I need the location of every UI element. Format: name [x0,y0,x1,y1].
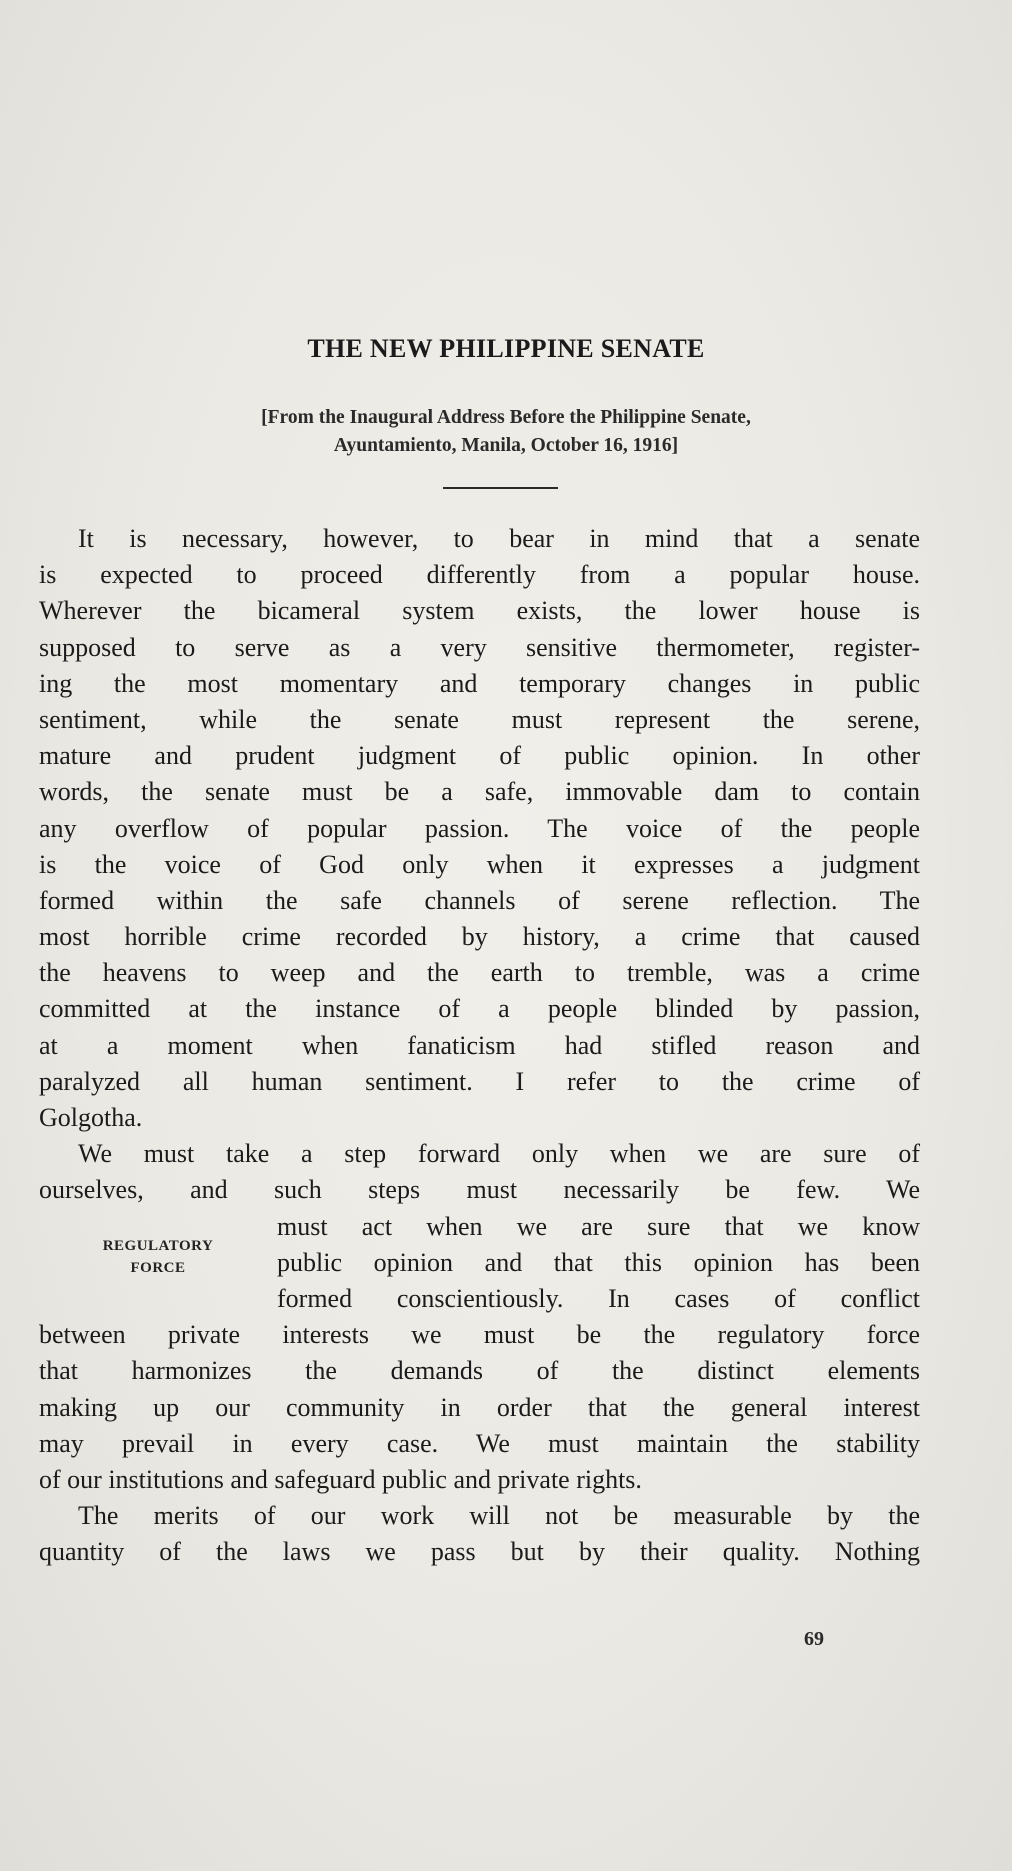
text-line: must act when we are sure that we know [277,1211,920,1241]
text-line: is the voice of God only when it expresses a judgment [39,849,920,879]
text-line: any overflow of popular passion. The voice of the people [39,813,920,843]
text-line: Wherever the bicameral system exists, the lower house is [39,596,920,626]
text-line: ing the most momentary and temporary changes in public [39,668,920,698]
text-line: sentiment, while the senate must represent the serene, [39,704,920,734]
text-line: supposed to serve as a very sensitive thermometer, register- [39,632,920,662]
side-note-line: FORCE [130,1259,186,1276]
side-note [39,1209,277,1318]
page-number: 69 [804,1628,824,1650]
source-note-line: [From the Inaugural Address Before the Philippine Senate, [261,407,751,428]
text-line: formed conscientiously. In cases of conflict [277,1283,920,1313]
text-line: making up our community in order that the general interest [39,1392,920,1422]
text-line: the heavens to weep and the earth to tremble, was a crime [39,958,920,988]
text-line: of our institutions and safeguard public and private rights. [39,1464,642,1494]
text-line: It is necessary, however, to bear in mind that a senate [78,524,920,553]
text-line: public opinion and that this opinion has been [277,1247,920,1277]
body-text [39,521,920,1570]
text-line: may prevail in every case. We must maintain the stability [39,1428,920,1458]
text-line: between private interests we must be the regulatory force [39,1320,920,1350]
source-note [0,404,1012,460]
text-line: at a moment when fanaticism had stifled reason and [39,1030,920,1060]
side-note-block [39,1209,920,1318]
text-line: is expected to proceed differently from a popular house. [39,560,920,590]
text-line: most horrible crime recorded by history, a crime that caused [39,922,920,952]
text-line: Golgotha. [39,1103,143,1132]
text-line: The merits of our work will not be measurable by the [78,1501,920,1531]
text-line: paralyzed all human sentiment. I refer to the crime of [39,1066,920,1096]
text-line: committed at the instance of a people blinded by passion, [39,994,920,1024]
page-title: THE NEW PHILIPPINE SENATE [307,334,705,363]
text-line: We must take a step forward only when we are sure of [78,1139,920,1169]
side-note-line: REGULATORY [102,1237,214,1254]
text-line: formed within the safe channels of serene reflection. The [39,885,920,915]
text-line: mature and prudent judgment of public opinion. In other [39,741,920,771]
source-note-line: Ayuntamiento, Manila, October 16, 1916] [333,435,679,456]
text-line: ourselves, and such steps must necessarily be few. We [39,1175,920,1205]
text-line: quantity of the laws we pass but by their quality. Nothing [39,1537,920,1567]
text-line: that harmonizes the demands of the distinct elements [39,1356,920,1386]
side-lines [277,1209,920,1318]
text-line: words, the senate must be a safe, immovable dam to contain [39,777,920,807]
title-divider [443,487,558,489]
